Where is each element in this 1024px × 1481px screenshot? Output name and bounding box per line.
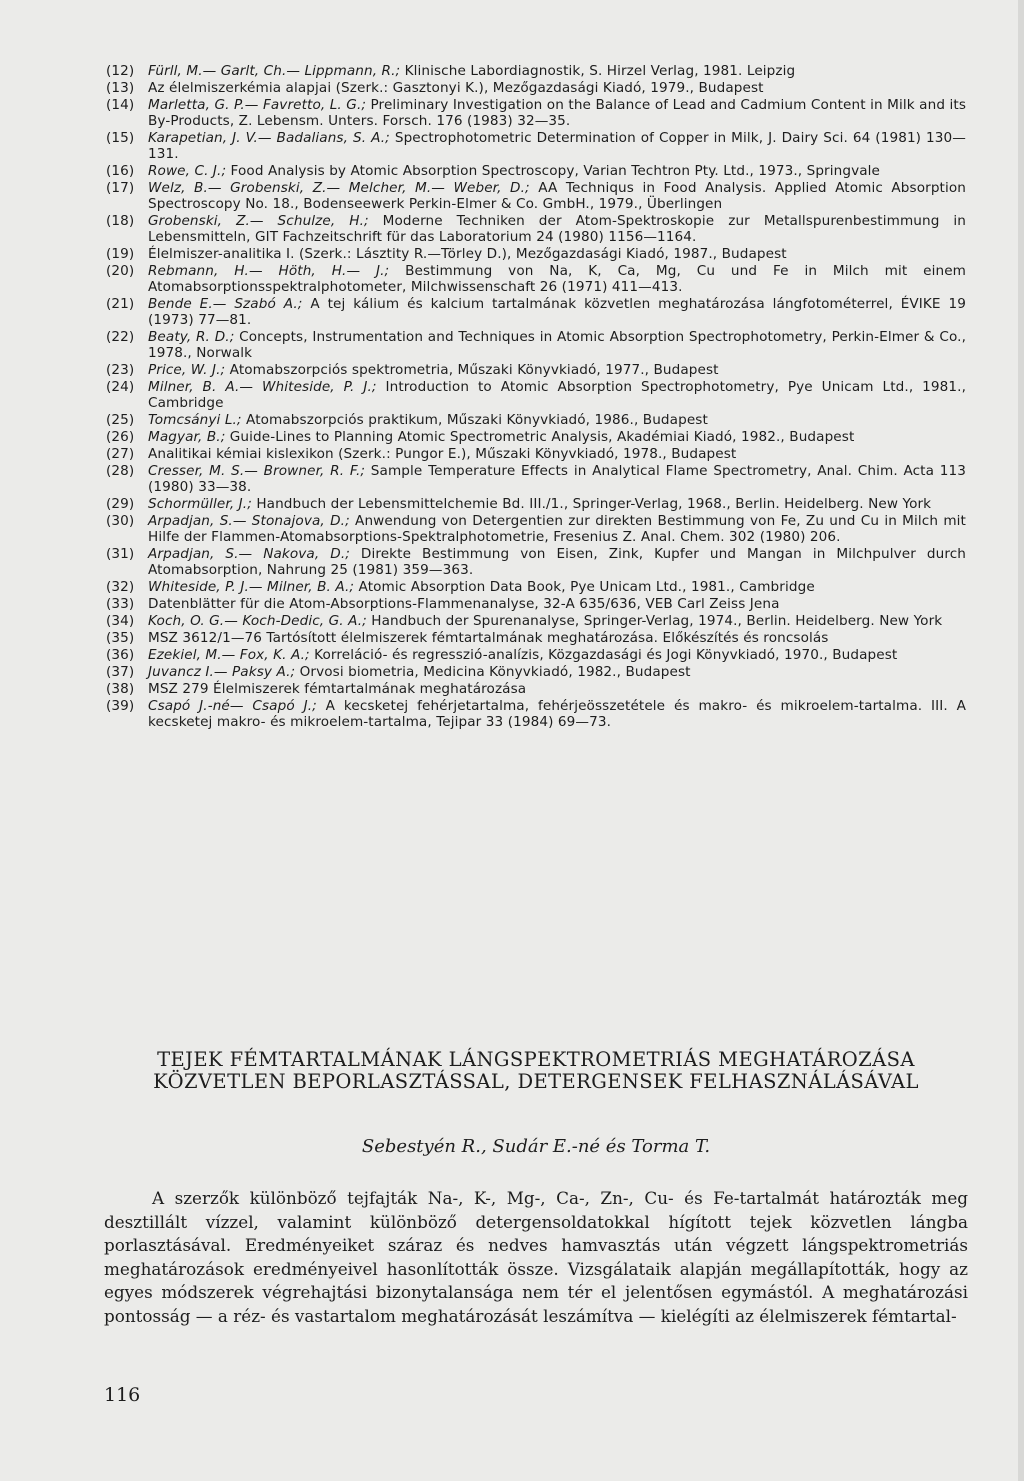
reference-number: (12) [106,63,135,79]
reference-list [106,63,966,731]
reference-text: Preliminary Investigation on the Balance of Lead and Cadmium Content in Milk and its By-Products, Z. Lebensm. Unters. Forsch. 176 (1983) 32—35. [148,97,966,129]
reference-body [148,698,966,730]
reference-item [106,97,966,129]
reference-number: (30) [106,513,135,529]
reference-number: (13) [106,80,135,96]
reference-item [106,546,966,578]
reference-item [106,698,966,730]
reference-number: (21) [106,296,135,312]
reference-text: AA Techniqus in Food Analysis. Applied Atomic Absorption Spectroscopy No. 18., Bodenseewerk Perkin-Elmer & Co. GmbH., 1979., Überlingen [148,180,966,212]
reference-authors: Schormüller, J.; [148,496,252,512]
reference-body [148,97,966,129]
reference-item [106,180,966,212]
reference-body [148,446,966,462]
reference-text: Korreláció- és regresszió-analízis, Közgazdasági és Jogi Könyvkiadó, 1970., Budapest [309,647,898,663]
reference-item [106,429,966,445]
reference-authors: Karapetian, J. V.— Badalians, S. A.; [148,130,390,146]
reference-text: A tej kálium és kalcium tartalmának közvetlen meghatározása lángfotométerrel, ÉVIKE 19 (1973) 77—81. [148,296,966,328]
reference-body [148,681,966,697]
reference-body [148,163,966,179]
reference-body [148,630,966,646]
reference-text: Atomabszorpciós praktikum, Műszaki Könyvkiadó, 1986., Budapest [241,412,708,428]
reference-body [148,213,966,245]
reference-number: (33) [106,596,135,612]
reference-item [106,362,966,378]
reference-authors: Csapó J.-né— Csapó J.; [148,698,317,714]
page-number: 116 [104,1384,141,1406]
reference-number: (36) [106,647,135,663]
reference-authors: Koch, O. G.— Koch-Dedic, G. A.; [148,613,367,629]
reference-text: Handbuch der Spurenanalyse, Springer-Verlag, 1974., Berlin. Heidelberg. New York [366,613,943,629]
reference-body [148,263,966,295]
reference-text: Handbuch der Lebensmittelchemie Bd. III./1., Springer-Verlag, 1968., Berlin. Heidelberg. New York [251,496,932,512]
reference-text: Az élelmiszerkémia alapjai (Szerk.: Gasztonyi K.), Mezőgazdasági Kiadó, 1979., Budapest [148,80,764,96]
reference-authors: Welz, B.— Grobenski, Z.— Melcher, M.— Weber, D.; [148,180,530,196]
reference-text: MSZ 3612/1—76 Tartósított élelmiszerek fémtartalmának meghatározása. Előkészítés és roncsolás [148,630,829,646]
reference-number: (24) [106,379,135,395]
reference-item [106,329,966,361]
reference-body [148,496,966,512]
reference-body [148,463,966,495]
reference-authors: Cresser, M. S.— Browner, R. F.; [148,463,366,479]
reference-number: (18) [106,213,135,229]
reference-item [106,463,966,495]
reference-text: A kecsketej fehérjetartalma, fehérjeösszetétele és makro- és mikroelem-tartalma. III. A kecsketej makro- és mikroelem-tartalma, Tejipar 33 (1984) 69—73. [148,698,966,730]
reference-text: Spectrophotometric Determination of Copper in Milk, J. Dairy Sci. 64 (1981) 130—131. [148,130,966,162]
reference-text: Atomabszorpciós spektrometria, Műszaki Könyvkiadó, 1977., Budapest [225,362,719,378]
reference-body [148,613,966,629]
reference-number: (31) [106,546,135,562]
reference-authors: Beaty, R. D.; [148,329,235,345]
reference-authors: Rebmann, H.— Höth, H.— J.; [148,263,390,279]
reference-authors: Arpadjan, S.— Nakova, D.; [148,546,350,562]
reference-number: (19) [106,246,135,262]
reference-item [106,496,966,512]
reference-number: (35) [106,630,135,646]
reference-authors: Magyar, B.; [148,429,226,445]
reference-body [148,379,966,411]
reference-item [106,579,966,595]
reference-item [106,263,966,295]
reference-item [106,596,966,612]
reference-body [148,429,966,445]
reference-number: (15) [106,130,135,146]
reference-body [148,513,966,545]
reference-body [148,63,966,79]
reference-authors: Ezekiel, M.— Fox, K. A.; [148,647,310,663]
reference-number: (38) [106,681,135,697]
reference-number: (14) [106,97,135,113]
reference-number: (16) [106,163,135,179]
reference-text: Analitikai kémiai kislexikon (Szerk.: Pungor E.), Műszaki Könyvkiadó, 1978., Budapest [148,446,737,462]
reference-text: Food Analysis by Atomic Absorption Spectroscopy, Varian Techtron Pty. Ltd., 1973., Springvale [226,163,880,179]
reference-authors: Milner, B. A.— Whiteside, P. J.; [148,379,377,395]
reference-authors: Juvancz I.— Paksy A.; [148,664,296,680]
reference-authors: Arpadjan, S.— Stonajova, D.; [148,513,350,529]
reference-body [148,362,966,378]
reference-authors: Tomcsányi L.; [148,412,242,428]
article-abstract: A szerzők különböző tejfajták Na-, K-, Mg-, Ca-, Zn-, Cu- és Fe-tartalmát határozták meg desztillált vízzel, valamint különböző detergensoldatokkal hígított tejek közvetlen lángba porlasztásával. Eredményeiket száraz és nedves hamvasztás után végzett lángspektrometriás meghatározások eredményeivel hasonlították össze. Vizsgálataik alapján megállapították, hogy az egyes módszerek végrehajtási bizonytalansága nem tér el jelentősen egymástól. A meghatározási pontosság — a réz- és vastartalom meghatározását leszámítva — kielégíti az élelmiszerek fémtartal- [104,1188,968,1326]
reference-text: Concepts, Instrumentation and Techniques in Atomic Absorption Spectrophotometry, Perkin-Elmer & Co., 1978., Norwalk [148,329,966,361]
reference-item [106,613,966,629]
reference-number: (27) [106,446,135,462]
reference-number: (29) [106,496,135,512]
reference-text: Orvosi biometria, Medicina Könyvkiadó, 1982., Budapest [295,664,691,680]
reference-item [106,412,966,428]
article-authors: Sebestyén R., Sudár E.-né és Torma T. [361,1136,711,1157]
reference-item [106,246,966,262]
reference-number: (20) [106,263,135,279]
reference-text: Moderne Techniken der Atom-Spektroskopie zur Metallspurenbestimmung in Lebensmitteln, GIT Fachzeitschrift für das Laboratorium 24 (1980) 1156—1164. [148,213,967,245]
reference-item [106,80,966,96]
reference-authors: Price, W. J.; [148,362,226,378]
reference-item [106,213,966,245]
reference-text: Datenblätter für die Atom-Absorptions-Flammenanalyse, 32-A 635/636, VEB Carl Zeiss Jena [148,596,780,612]
reference-number: (25) [106,412,135,428]
reference-text: Introduction to Atomic Absorption Spectrophotometry, Pye Unicam Ltd., 1981., Cambridge [148,379,966,411]
reference-number: (17) [106,180,135,196]
reference-body [148,80,966,96]
reference-item [106,63,966,79]
reference-item [106,163,966,179]
reference-number: (28) [106,463,135,479]
reference-authors: Marletta, G. P.— Favretto, L. G.; [148,97,367,113]
reference-body [148,579,966,595]
reference-text: MSZ 279 Élelmiszerek fémtartalmának meghatározása [148,681,527,697]
reference-body [148,180,966,212]
reference-body [148,546,966,578]
reference-item [106,296,966,328]
reference-body [148,647,966,663]
reference-authors: Whiteside, P. J.— Milner, B. A.; [148,579,355,595]
reference-text: Direkte Bestimmung von Eisen, Zink, Kupfer und Mangan in Milchpulver durch Atomabsorption, Nahrung 25 (1981) 359—363. [148,546,966,578]
reference-body [148,412,966,428]
reference-number: (22) [106,329,135,345]
reference-text: Klinische Labordiagnostik, S. Hirzel Verlag, 1981. Leipzig [400,63,796,79]
reference-item [106,681,966,697]
reference-item [106,446,966,462]
reference-number: (37) [106,664,135,680]
reference-number: (23) [106,362,135,378]
reference-text: Élelmiszer-analitika I. (Szerk.: Lásztity R.—Törley D.), Mezőgazdasági Kiadó, 1987., Budapest [148,246,787,262]
reference-authors: Fürll, M.— Garlt, Ch.— Lippmann, R.; [148,63,401,79]
reference-number: (32) [106,579,135,595]
reference-text: Anwendung von Detergentien zur direkten Bestimmung von Fe, Zu und Cu in Milch mit Hilfe der Flammen-Atomabsorptions-Spektralphotometrie, Fresenius Z. Anal. Chem. 302 (1980) 206. [148,513,966,545]
reference-item [106,513,966,545]
reference-body [148,596,966,612]
reference-text: Bestimmung von Na, K, Ca, Mg, Cu und Fe in Milch mit einem Atomabsorptionsspektralphotometer, Milchwissenschaft 26 (1971) 411—413. [148,263,967,295]
reference-item [106,630,966,646]
reference-body [148,246,966,262]
reference-number: (26) [106,429,135,445]
reference-number: (39) [106,698,135,714]
reference-authors: Grobenski, Z.— Schulze, H.; [148,213,369,229]
reference-item [106,379,966,411]
reference-body [148,296,966,328]
reference-text: Guide-Lines to Planning Atomic Spectrometric Analysis, Akadémiai Kiadó, 1982., Budapest [225,429,855,445]
reference-body [148,130,966,162]
reference-authors: Rowe, C. J.; [148,163,227,179]
article-title: TEJEK FÉMTARTALMÁNAK LÁNGSPEKTROMETRIÁS MEGHATÁROZÁSA KÖZVETLEN BEPORLASZTÁSSAL, DETERGENSEK FELHASZNÁLÁSÁVAL [153,1048,919,1093]
reference-authors: Bende E.— Szabó A.; [148,296,303,312]
reference-item [106,664,966,680]
reference-body [148,329,966,361]
reference-number: (34) [106,613,135,629]
reference-body [148,664,966,680]
reference-text: Sample Temperature Effects in Analytical Flame Spectrometry, Anal. Chim. Acta 113 (1980) 33—38. [148,463,967,495]
reference-item [106,130,966,162]
reference-item [106,647,966,663]
reference-text: Atomic Absorption Data Book, Pye Unicam Ltd., 1981., Cambridge [354,579,815,595]
